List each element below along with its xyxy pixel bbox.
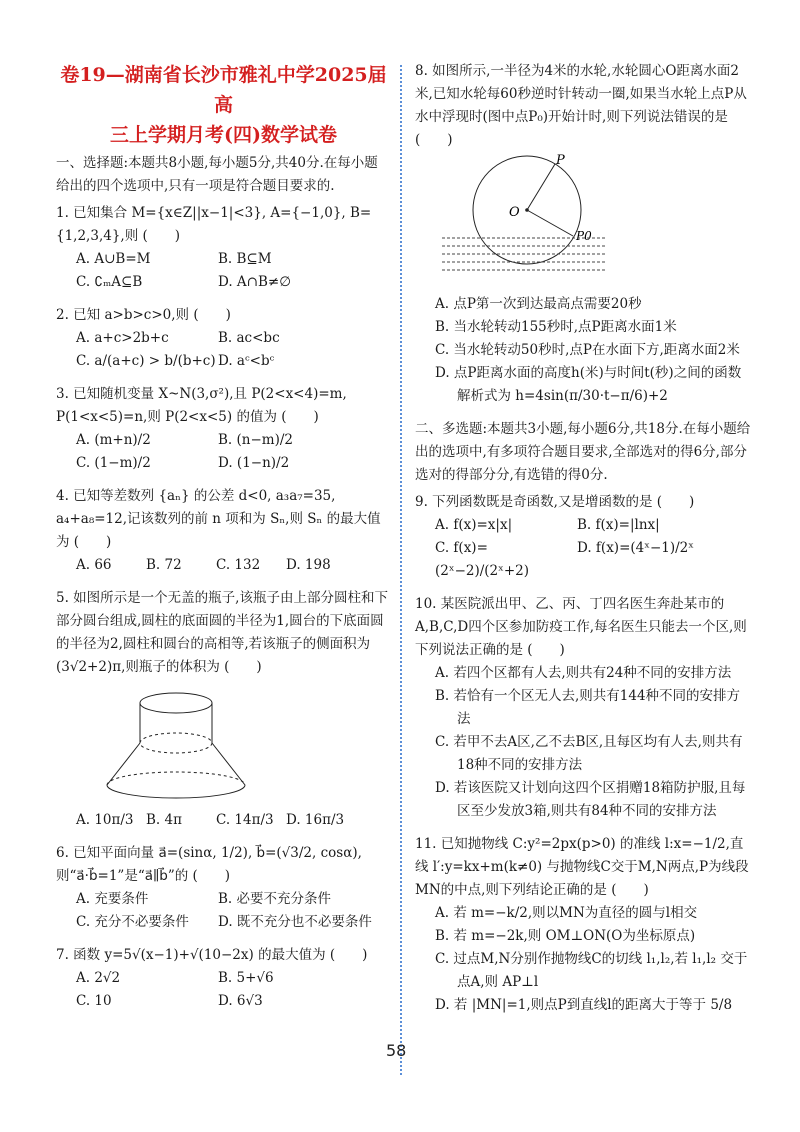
section-multi-choice: 二、多选题:本题共3小题,每小题6分,共18分.在每小题给出的选项中,有多项符合题目要求,全部选对的得6分,部分选对的得部分分,有选错的得0分.: [415, 421, 751, 483]
question-8-option-c: C. 当水轮转动50秒时,点P在水面下方,距离水面2米: [435, 342, 740, 358]
question-11-option-c: C. 过点M,N分别作抛物线C的切线 l₁,l₂,若 l₁,l₂ 交于点A,则 AP⊥l: [435, 951, 748, 990]
label-p: P: [556, 154, 565, 168]
center-point: [525, 208, 529, 212]
frustum-bottom-front: [107, 785, 245, 798]
cylinder-top-ellipse: [140, 693, 212, 713]
page-number: 58: [386, 1041, 407, 1060]
label-p0: P0: [576, 229, 592, 243]
question-11-option-b: B. 若 m=−2k,则 OM⊥ON(O为坐标原点): [435, 928, 696, 944]
question-2: 2. 已知 a>b>c>0,则 ( ): [56, 307, 231, 323]
question-1-options: A. A∪B=M B. B⊆M C. ∁ₘA⊆B D. A∩B≠∅: [76, 251, 291, 290]
question-11-option-d: D. 若 |MN|=1,则点P到直线l的距离大于等于 5/8: [435, 997, 733, 1013]
right-column: [415, 60, 753, 1017]
left-column: [56, 60, 391, 1023]
water-wheel-figure: [437, 154, 607, 289]
question-10-option-d: D. 若该医院又计划向这四个区捐赠18箱防护服,且每区至少发放3箱,则共有84种不同的安排方法: [435, 780, 746, 819]
frustum-bottom-back: [107, 772, 245, 785]
question-6-options: A. 充要条件 B. 必要不充分条件 C. 充分不必要条件 D. 既不充分也不必要条件: [76, 891, 372, 930]
question-11-option-a: A. 若 m=−k/2,则以MN为直径的圆与l相交: [435, 905, 698, 921]
question-9-options: A. f(x)=x|x| B. f(x)=|lnx| C. f(x)=(2ˣ−2)/(2ˣ+2) D. f(x)=(4ˣ−1)/2ˣ: [435, 517, 694, 579]
cylinder-bottom-ellipse: [140, 733, 212, 753]
question-8-option-b: B. 当水轮转动155秒时,点P距离水面1米: [435, 319, 677, 335]
question-8-option-d: D. 点P距离水面的高度h(米)与时间t(秒)之间的函数解析式为 h=4sin(π/30·t−π/6)+2: [435, 365, 742, 404]
question-7: 7. 函数 y=5√(x−1)+√(10−2x) 的最大值为 ( ): [56, 947, 368, 963]
radius-op: [527, 164, 555, 210]
question-4-options: A. 66 B. 72 C. 132 D. 198: [76, 557, 331, 573]
question-5-options: A. 10π/3 B. 4π C. 14π/3 D. 16π/3: [76, 812, 345, 828]
question-2-options: A. a+c>2b+c B. ac<bc C. a/(a+c) > b/(b+c) D. aᶜ<bᶜ: [76, 330, 280, 369]
radius-op0: [527, 210, 573, 236]
question-10-option-c: C. 若甲不去A区,乙不去B区,且每区均有人去,则共有18种不同的安排方法: [435, 734, 743, 773]
question-10-option-a: A. 若四个区都有人去,则共有24种不同的安排方法: [435, 665, 732, 681]
question-3: 3. 已知随机变量 X~N(3,σ²),且 P(2<x<4)=m, P(1<x<5)=n,则 P(2<x<5) 的值为 ( ): [56, 386, 347, 425]
question-10: 10. 某医院派出甲、乙、丙、丁四名医生奔赴某市的A,B,C,D四个区参加防疫工作,每名医生只能去一个区,则下列说法正确的是 ( ): [415, 596, 747, 658]
question-9: 9. 下列函数既是奇函数,又是增函数的是 ( ): [415, 494, 695, 510]
question-1: 1. 已知集合 M={x∈Z||x−1|<3}, A={−1,0}, B={1,2,3,4},则 ( ): [56, 205, 372, 244]
question-11: 11. 已知抛物线 C:y²=2px(p>0) 的准线 l:x=−1/2,直线 l′:y=kx+m(k≠0) 与抛物线C交于M,N两点,P为线段MN的中点,则下列结论正确的是 ( ): [415, 836, 749, 898]
question-8: 8. 如图所示,一半径为4米的水轮,水轮圆心O距离水面2米,已知水轮每60秒逆时针转动一圈,如果当水轮上点P从水中浮现时(图中点P₀)开始计时,则下列说法错误的是 ( ): [415, 63, 747, 148]
section-single-choice: 一、选择题:本题共8小题,每小题5分,共40分.在每小题给出的四个选项中,只有一项是符合题目要求的.: [56, 155, 378, 194]
label-o: O: [509, 205, 520, 220]
question-8-option-a: A. 点P第一次到达最高点需要20秒: [435, 296, 642, 312]
question-4: 4. 已知等差数列 {aₙ} 的公差 d<0, a₃a₇=35, a₄+a₈=12,记该数列的前 n 项和为 Sₙ,则 Sₙ 的最大值为 ( ): [56, 488, 381, 550]
exam-title: 卷19—湖南省长沙市雅礼中学2025届高 三上学期月考(四)数学试卷: [60, 64, 387, 146]
column-divider: [400, 65, 402, 1075]
question-7-options: A. 2√2 B. 5+√6 C. 10 D. 6√3: [76, 970, 274, 1009]
question-3-options: A. (m+n)/2 B. (n−m)/2 C. (1−m)/2 D. (1−n)/2: [76, 432, 293, 471]
question-5: 5. 如图所示是一个无盖的瓶子,该瓶子由上部分圆柱和下部分圆台组成,圆柱的底面圆的半径为1,圆台的下底面圆的半径为2,圆柱和圆台的高相等,若该瓶子的侧面积为(3√2+2)π,则瓶子的体积为 ( ): [56, 590, 388, 675]
question-6: 6. 已知平面向量 a⃗=(sinα, 1/2), b⃗=(√3/2, cosα),则“a⃗·b⃗=1”是“a⃗∥b⃗”的 ( ): [56, 845, 362, 884]
question-10-option-b: B. 若恰有一个区无人去,则共有144种不同的安排方法: [435, 688, 741, 727]
bottle-figure: [101, 685, 251, 805]
frustum-left-edge: [107, 743, 140, 785]
frustum-right-edge: [212, 743, 245, 785]
